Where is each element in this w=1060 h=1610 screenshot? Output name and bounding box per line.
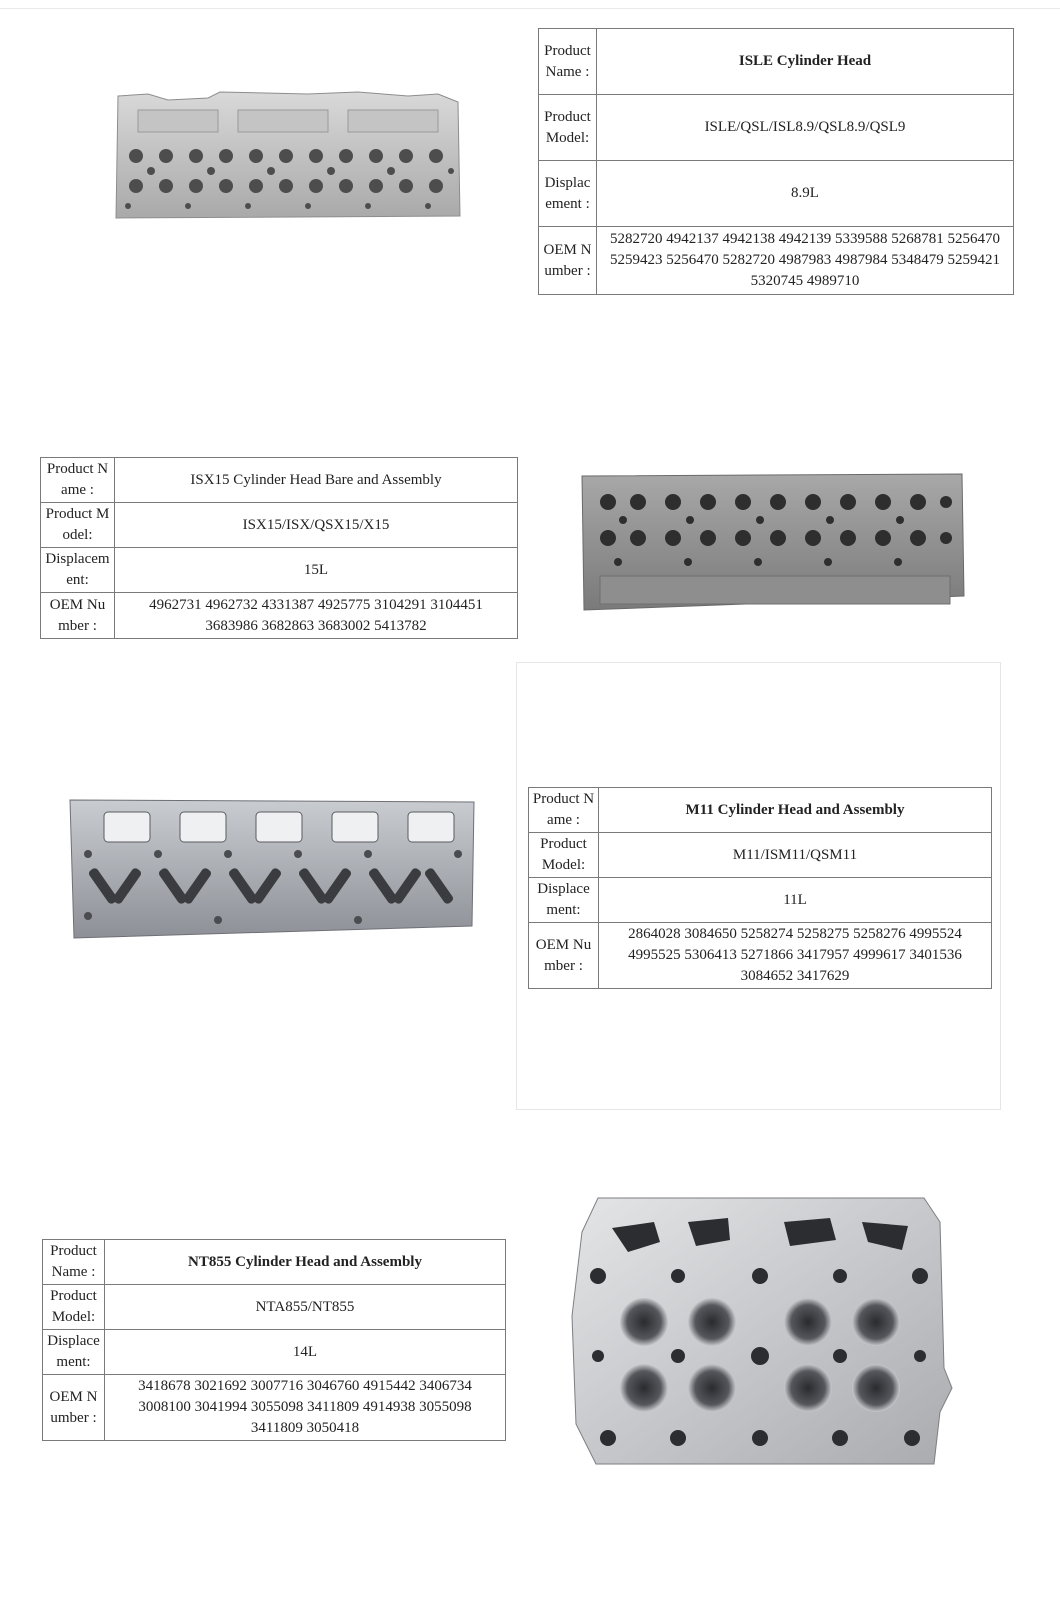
spec-row-oem: [43, 1375, 506, 1441]
m11-spec-panel: [516, 662, 1001, 1110]
value-product-name: NT855 Cylinder Head and Assembly: [105, 1240, 506, 1285]
label-product-model: Product Model:: [529, 833, 599, 878]
spec-row-displacement: [529, 878, 992, 923]
label-product-model: Product Model:: [539, 95, 597, 161]
value-product-model: ISX15/ISX/QSX15/X15: [115, 503, 518, 548]
label-product-model: Product Model:: [43, 1285, 105, 1330]
spec-row-model: [529, 833, 992, 878]
value-product-model: M11/ISM11/QSM11: [599, 833, 992, 878]
spec-row-name: [539, 29, 1014, 95]
label-displacement: Displacement :: [539, 161, 597, 227]
label-product-name: Product Name :: [41, 458, 115, 503]
spec-row-name: [41, 458, 518, 503]
isx15-photo-panel: [528, 396, 1024, 654]
m11-cylinder-head-image: [68, 796, 476, 942]
isx15-cylinder-head-image: [578, 472, 968, 612]
isle-cylinder-head-image: [108, 88, 468, 228]
spec-row-displacement: [43, 1330, 506, 1375]
spec-row-oem: [41, 593, 518, 639]
value-displacement: 15L: [115, 548, 518, 593]
label-product-name: Product Name :: [539, 29, 597, 95]
value-product-name: ISX15 Cylinder Head Bare and Assembly: [115, 458, 518, 503]
nt855-cylinder-head-image: [568, 1192, 954, 1472]
value-displacement: 11L: [599, 878, 992, 923]
label-product-name: Product Name :: [529, 788, 599, 833]
nt855-photo-panel: [516, 1112, 1024, 1560]
label-oem-number: OEM Number :: [539, 227, 597, 295]
nt855-spec-table: [42, 1239, 506, 1441]
value-product-name: M11 Cylinder Head and Assembly: [599, 788, 992, 833]
label-displacement: Displacement:: [43, 1330, 105, 1375]
value-oem-number: 4962731 4962732 4331387 4925775 3104291 3104451 3683986 3682863 3683002 5413782: [115, 593, 518, 639]
isle-spec-panel: [528, 10, 1024, 392]
m11-photo-panel: [30, 662, 516, 1108]
spec-row-name: [43, 1240, 506, 1285]
spec-row-oem: [529, 923, 992, 989]
spec-row-displacement: [539, 161, 1014, 227]
spec-row-displacement: [41, 548, 518, 593]
label-oem-number: OEM Number :: [41, 593, 115, 639]
spec-row-oem: [539, 227, 1014, 295]
label-product-model: Product Model:: [41, 503, 115, 548]
label-displacement: Displacement:: [41, 548, 115, 593]
label-oem-number: OEM Number :: [43, 1375, 105, 1441]
isle-photo-panel: [0, 10, 528, 392]
nt855-spec-panel: [30, 1120, 516, 1560]
value-oem-number: 5282720 4942137 4942138 4942139 5339588 5268781 5256470 5259423 5256470 5282720 4987983 4987984 5348479 5259421 5320745 4989710: [597, 227, 1014, 295]
spec-row-name: [529, 788, 992, 833]
isle-spec-table: [538, 28, 1014, 295]
spec-row-model: [43, 1285, 506, 1330]
spec-row-model: [539, 95, 1014, 161]
top-divider: [0, 8, 1060, 9]
value-product-model: ISLE/QSL/ISL8.9/QSL8.9/QSL9: [597, 95, 1014, 161]
isx15-spec-table: [40, 457, 518, 639]
value-oem-number: 2864028 3084650 5258274 5258275 5258276 4995524 4995525 5306413 5271866 3417957 4999617 3401536 3084652 3417629: [599, 923, 992, 989]
value-product-name: ISLE Cylinder Head: [597, 29, 1014, 95]
m11-spec-table: [528, 787, 992, 989]
value-displacement: 14L: [105, 1330, 506, 1375]
value-oem-number: 3418678 3021692 3007716 3046760 4915442 3406734 3008100 3041994 3055098 3411809 4914938 3055098 3411809 3050418: [105, 1375, 506, 1441]
label-oem-number: OEM Number :: [529, 923, 599, 989]
spec-row-model: [41, 503, 518, 548]
label-product-name: Product Name :: [43, 1240, 105, 1285]
value-product-model: NTA855/NT855: [105, 1285, 506, 1330]
label-displacement: Displacement:: [529, 878, 599, 923]
isx15-spec-panel: [30, 396, 528, 654]
value-displacement: 8.9L: [597, 161, 1014, 227]
